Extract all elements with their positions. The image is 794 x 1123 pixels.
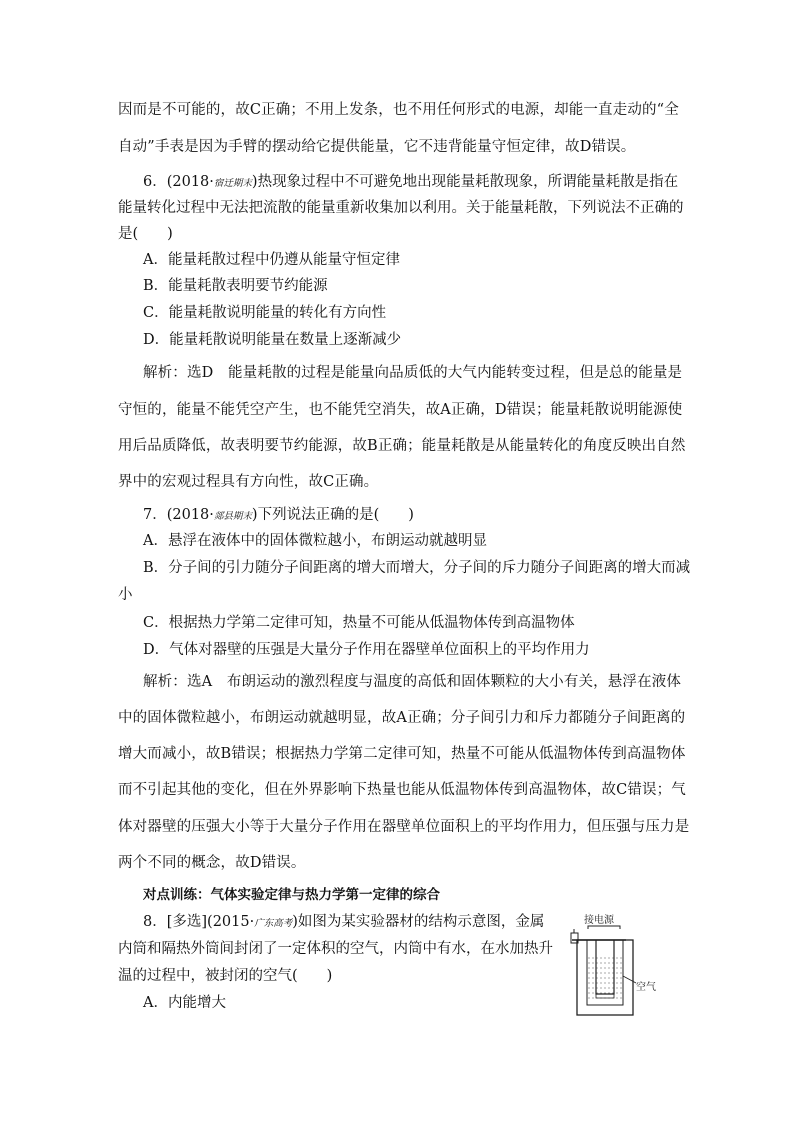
section-heading: 对点训练：气体实验定律与热力学第一定律的综合 [143,887,440,903]
option-a: A．能量耗散过程中仍遵从能量守恒定律 [143,252,400,268]
inner-cylinder-icon [587,940,623,1005]
solution-line: 解析：选A 布朗运动的激烈程度与温度的高低和固体颗粒的大小有关，悬浮在液体 [143,674,682,690]
text-line: 是( ) [118,226,173,242]
option-b: B．能量耗散表明要节约能源 [143,278,328,294]
option-d: D．气体对器壁的压强是大量分子作用在器壁单位面积上的平均作用力 [143,642,590,658]
text-line: 因而是不可能的，故C正确；不用上发条，也不用任何形式的电源，却能一直走动的“全 [118,102,679,118]
option-c: C．根据热力学第二定律可知，热量不可能从低温物体传到高温物体 [143,615,575,631]
option-a: A．内能增大 [143,995,226,1011]
solution-line: 中的固体微粒越小，布朗运动就越明显，故A正确；分子间引力和斥力都随分子间距离的 [118,710,686,726]
text-line: 小 [118,587,133,603]
solution-line: 两个不同的概念，故D错误。 [118,855,306,871]
solution-line: 解析：选D 能量耗散的过程是能量向品质低的大气内能转变过程，但是总的能量是 [143,365,683,381]
water-surface-icon [588,958,622,998]
power-label: 接电源 [584,915,614,926]
solution-line: 增大而减小，故B错误；根据热力学第二定律可知，热量不可能从低温物体传到高温物体 [118,746,686,762]
question-7-stem: 7．(2018·郯县期末)下列说法正确的是( ) [143,507,414,523]
text-line: 能量转化过程中无法把流散的能量重新收集加以利用。关于能量耗散，下列说法不正确的 [118,200,684,216]
question-source: 郯县期末 [213,511,252,522]
text-line: 内筒和隔热外筒间封闭了一定体积的空气，内筒中有水，在水加热升 [118,941,553,957]
option-b: B．分子间的引力随分子间距离的增大而增大，分子间的斥力随分子间距离的增大而减 [143,560,691,576]
question-source: 宿迁期末 [213,178,252,189]
text-line: 温的过程中，被封闭的空气( ) [118,968,333,984]
question-8-stem: 8．[多选](2015·广东高考)如图为某实验器材的结构示意图，金属 [143,914,545,930]
heater-coil-icon [596,940,614,994]
option-a: A．悬浮在液体中的固体微粒越小，布朗运动就越明显 [143,533,487,549]
outer-cylinder-icon [577,940,633,1015]
solution-line: 体对器壁的压强大小等于大量分子作用在器壁单位面积上的平均作用力，但压强与压力是 [118,819,690,835]
option-c: C．能量耗散说明能量的转化有方向性 [143,305,387,321]
air-label: 空气 [636,982,656,993]
apparatus-figure [560,910,680,1026]
solution-line: 而不引起其他的变化，但在外界影响下热量也能从低温物体传到高温物体，故C错误；气 [118,782,686,798]
question-6-stem: 6．(2018·宿迁期末)热现象过程中不可避免地出现能量耗散现象，所谓能量耗散是指在 [143,174,679,190]
solution-line: 用后品质降低，故表明要节约能源，故B正确；能量耗散是从能量转化的角度反映出自然 [118,438,686,454]
power-lead-icon [588,926,620,929]
solution-line: 界中的宏观过程具有方向性，故C正确。 [118,474,379,490]
question-source: 广东高考 [254,918,293,929]
option-d: D．能量耗散说明能量在数量上逐渐减少 [143,332,402,348]
text-line: 自动”手表是因为手臂的摆动给它提供能量，它不违背能量守恒定律，故D错误。 [118,139,636,155]
solution-line: 守恒的，能量不能凭空产生，也不能凭空消失，故A正确，D错误；能量耗散说明能源使 [118,402,683,418]
